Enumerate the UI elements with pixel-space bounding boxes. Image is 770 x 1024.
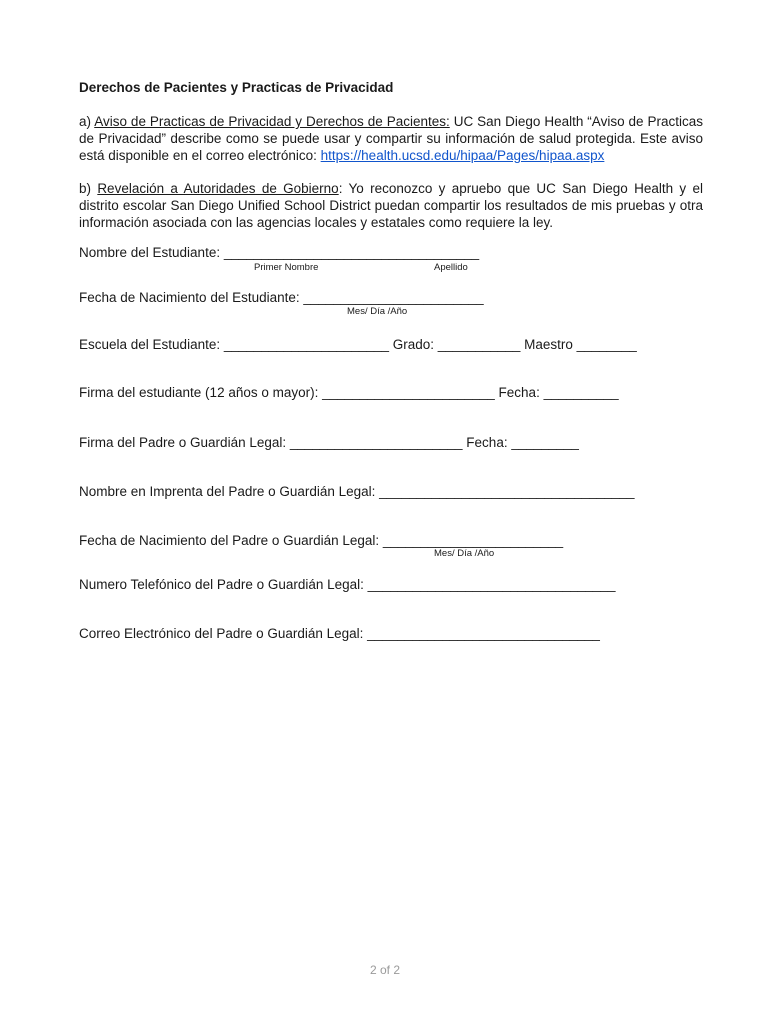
- section-a-prefix: a): [79, 114, 95, 129]
- student-first-name-hint: Primer Nombre: [254, 262, 319, 273]
- student-name-field[interactable]: Nombre del Estudiante: __________________________________: [79, 245, 480, 260]
- page-number: 2 of 2: [369, 963, 401, 977]
- section-b-paragraph: [79, 180, 703, 231]
- section-b-body: : Yo reconozco y apruebo que UC San Diego Health y el distrito escolar San Diego Unified School District puedan compartir los resultados de mis pruebas y otra información asociada con las agencias locales y estatales como requiere la ley.: [79, 181, 703, 230]
- section-a-heading: Aviso de Practicas de Privacidad y Derechos de Pacientes:: [94, 114, 450, 129]
- guardian-phone-field[interactable]: Numero Telefónico del Padre o Guardián Legal: _________________________________: [79, 577, 616, 592]
- guardian-print-name-field[interactable]: Nombre en Imprenta del Padre o Guardián Legal: __________________________________: [79, 484, 635, 499]
- student-signature-field[interactable]: Firma del estudiante (12 años o mayor): _______________________ Fecha: __________: [79, 385, 619, 400]
- student-dob-field[interactable]: Fecha de Nacimiento del Estudiante: ________________________: [79, 290, 484, 305]
- section-b-heading: Revelación a Autoridades de Gobierno: [97, 181, 339, 196]
- student-school-field[interactable]: Escuela del Estudiante: ______________________ Grado: ___________ Maestro ________: [79, 337, 637, 352]
- student-dob-hint: Mes/ Día /Año: [347, 306, 408, 317]
- section-a-body: UC San Diego Health “Aviso de Practicas de Privacidad” describe como se puede usar y compartir su información de salud protegida. Este aviso está disponible en el correo electrónico:: [79, 114, 704, 163]
- guardian-dob-hint: Mes/ Día /Año: [434, 548, 495, 559]
- guardian-signature-field[interactable]: Firma del Padre o Guardián Legal: _______________________ Fecha: _________: [79, 435, 579, 450]
- guardian-email-field[interactable]: Correo Electrónico del Padre o Guardián Legal: _______________________________: [79, 626, 600, 641]
- section-b-prefix: b): [79, 181, 98, 196]
- page-title: Derechos de Pacientes y Practicas de Privacidad: [79, 80, 394, 95]
- guardian-dob-field[interactable]: Fecha de Nacimiento del Padre o Guardián Legal: ________________________: [79, 533, 564, 548]
- section-a-paragraph: [79, 113, 703, 164]
- hipaa-link[interactable]: https://health.ucsd.edu/hipaa/Pages/hipaa.aspx: [320, 148, 605, 163]
- student-last-name-hint: Apellido: [434, 262, 468, 273]
